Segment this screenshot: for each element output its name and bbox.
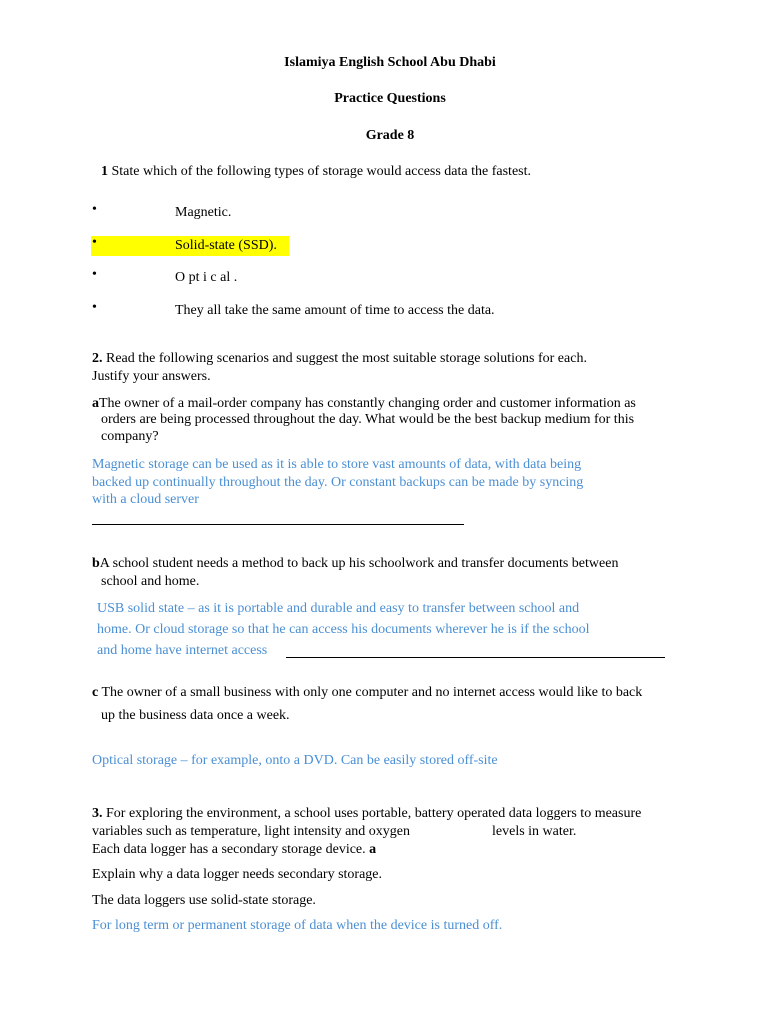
q2b-line2: school and home. bbox=[101, 574, 200, 589]
q3-text: For exploring the environment, a school uses portable, battery operated data loggers to measure bbox=[106, 806, 642, 821]
q2a-label: a bbox=[92, 396, 99, 411]
q2c-answer: Optical storage – for example, onto a DVD. Can be easily stored off-site bbox=[92, 753, 498, 768]
q3-note: The data loggers use solid-state storage. bbox=[92, 893, 316, 908]
q2a-answer-line1: Magnetic storage can be used as it is able to store vast amounts of data, with data being bbox=[92, 457, 582, 472]
q2-number: 2. bbox=[92, 351, 103, 366]
q1-option-same: They all take the same amount of time to access the data. bbox=[175, 303, 495, 318]
bullet-icon: • bbox=[92, 267, 97, 282]
q2a-answer-line3: with a cloud server bbox=[92, 492, 199, 507]
q3-line3-text: Each data logger has a secondary storage device. bbox=[92, 842, 366, 857]
q2a-text: The owner of a mail-order company has constantly changing order and customer information as bbox=[99, 396, 636, 411]
school-name: Islamiya English School Abu Dhabi bbox=[284, 55, 496, 70]
q3-line2: variables such as temperature, light intensity and oxygen bbox=[92, 824, 411, 839]
q1-option-optical: O pt i c al . bbox=[175, 270, 238, 285]
q2a-line1 bbox=[92, 396, 636, 412]
bullet-icon: • bbox=[92, 202, 97, 217]
q2a-answer-line2: backed up continually throughout the day. Or constant backups can be made by syncing bbox=[92, 475, 584, 490]
q2c-label: c bbox=[92, 685, 99, 700]
q2b-answer-line2: home. Or cloud storage so that he can access his documents wherever he is if the school bbox=[97, 622, 590, 637]
q1-option-ssd: Solid-state (SSD). bbox=[175, 238, 277, 253]
q3-line2-tail: levels in water. bbox=[492, 824, 577, 839]
q3-answer: For long term or permanent storage of data when the device is turned off. bbox=[92, 918, 503, 933]
q2b-answer-line3: and home have internet access bbox=[97, 643, 268, 658]
q3-number: 3. bbox=[92, 806, 103, 821]
q1-prompt bbox=[101, 164, 531, 180]
q3-line1 bbox=[92, 806, 641, 822]
q2b-line1 bbox=[92, 556, 618, 572]
q2c-line2: up the business data once a week. bbox=[101, 708, 290, 723]
bullet-icon: • bbox=[92, 235, 97, 250]
answer-rule bbox=[92, 524, 464, 525]
q3-explain: Explain why a data logger needs secondary storage. bbox=[92, 867, 383, 882]
grade-label: Grade 8 bbox=[365, 128, 415, 143]
q2b-answer-line1: USB solid state – as it is portable and durable and easy to transfer between school and bbox=[97, 601, 580, 616]
q1-text: State which of the following types of storage would access data the fastest. bbox=[111, 164, 531, 179]
q2c-line1 bbox=[92, 685, 642, 701]
q2-prompt-line2: Justify your answers. bbox=[92, 369, 211, 384]
q2a-line2: orders are being processed throughout the day. What would be the best backup medium for this bbox=[101, 412, 635, 427]
q2c-text: The owner of a small business with only one computer and no internet access would like to back bbox=[101, 685, 643, 700]
q2b-label: b bbox=[92, 556, 100, 571]
bullet-icon: • bbox=[92, 300, 97, 315]
q1-option-magnetic: Magnetic. bbox=[175, 205, 232, 220]
q3a-label: a bbox=[369, 842, 377, 857]
q2b-text: A school student needs a method to back up his schoolwork and transfer documents between bbox=[99, 556, 619, 571]
page-subtitle: Practice Questions bbox=[334, 91, 446, 106]
q2a-line3: company? bbox=[101, 429, 159, 444]
q2-prompt-line1 bbox=[92, 351, 587, 367]
answer-rule bbox=[286, 657, 665, 658]
q2-text: Read the following scenarios and suggest the most suitable storage solutions for each. bbox=[106, 351, 587, 366]
q3-line3 bbox=[92, 842, 376, 858]
q1-number: 1 bbox=[101, 164, 108, 179]
